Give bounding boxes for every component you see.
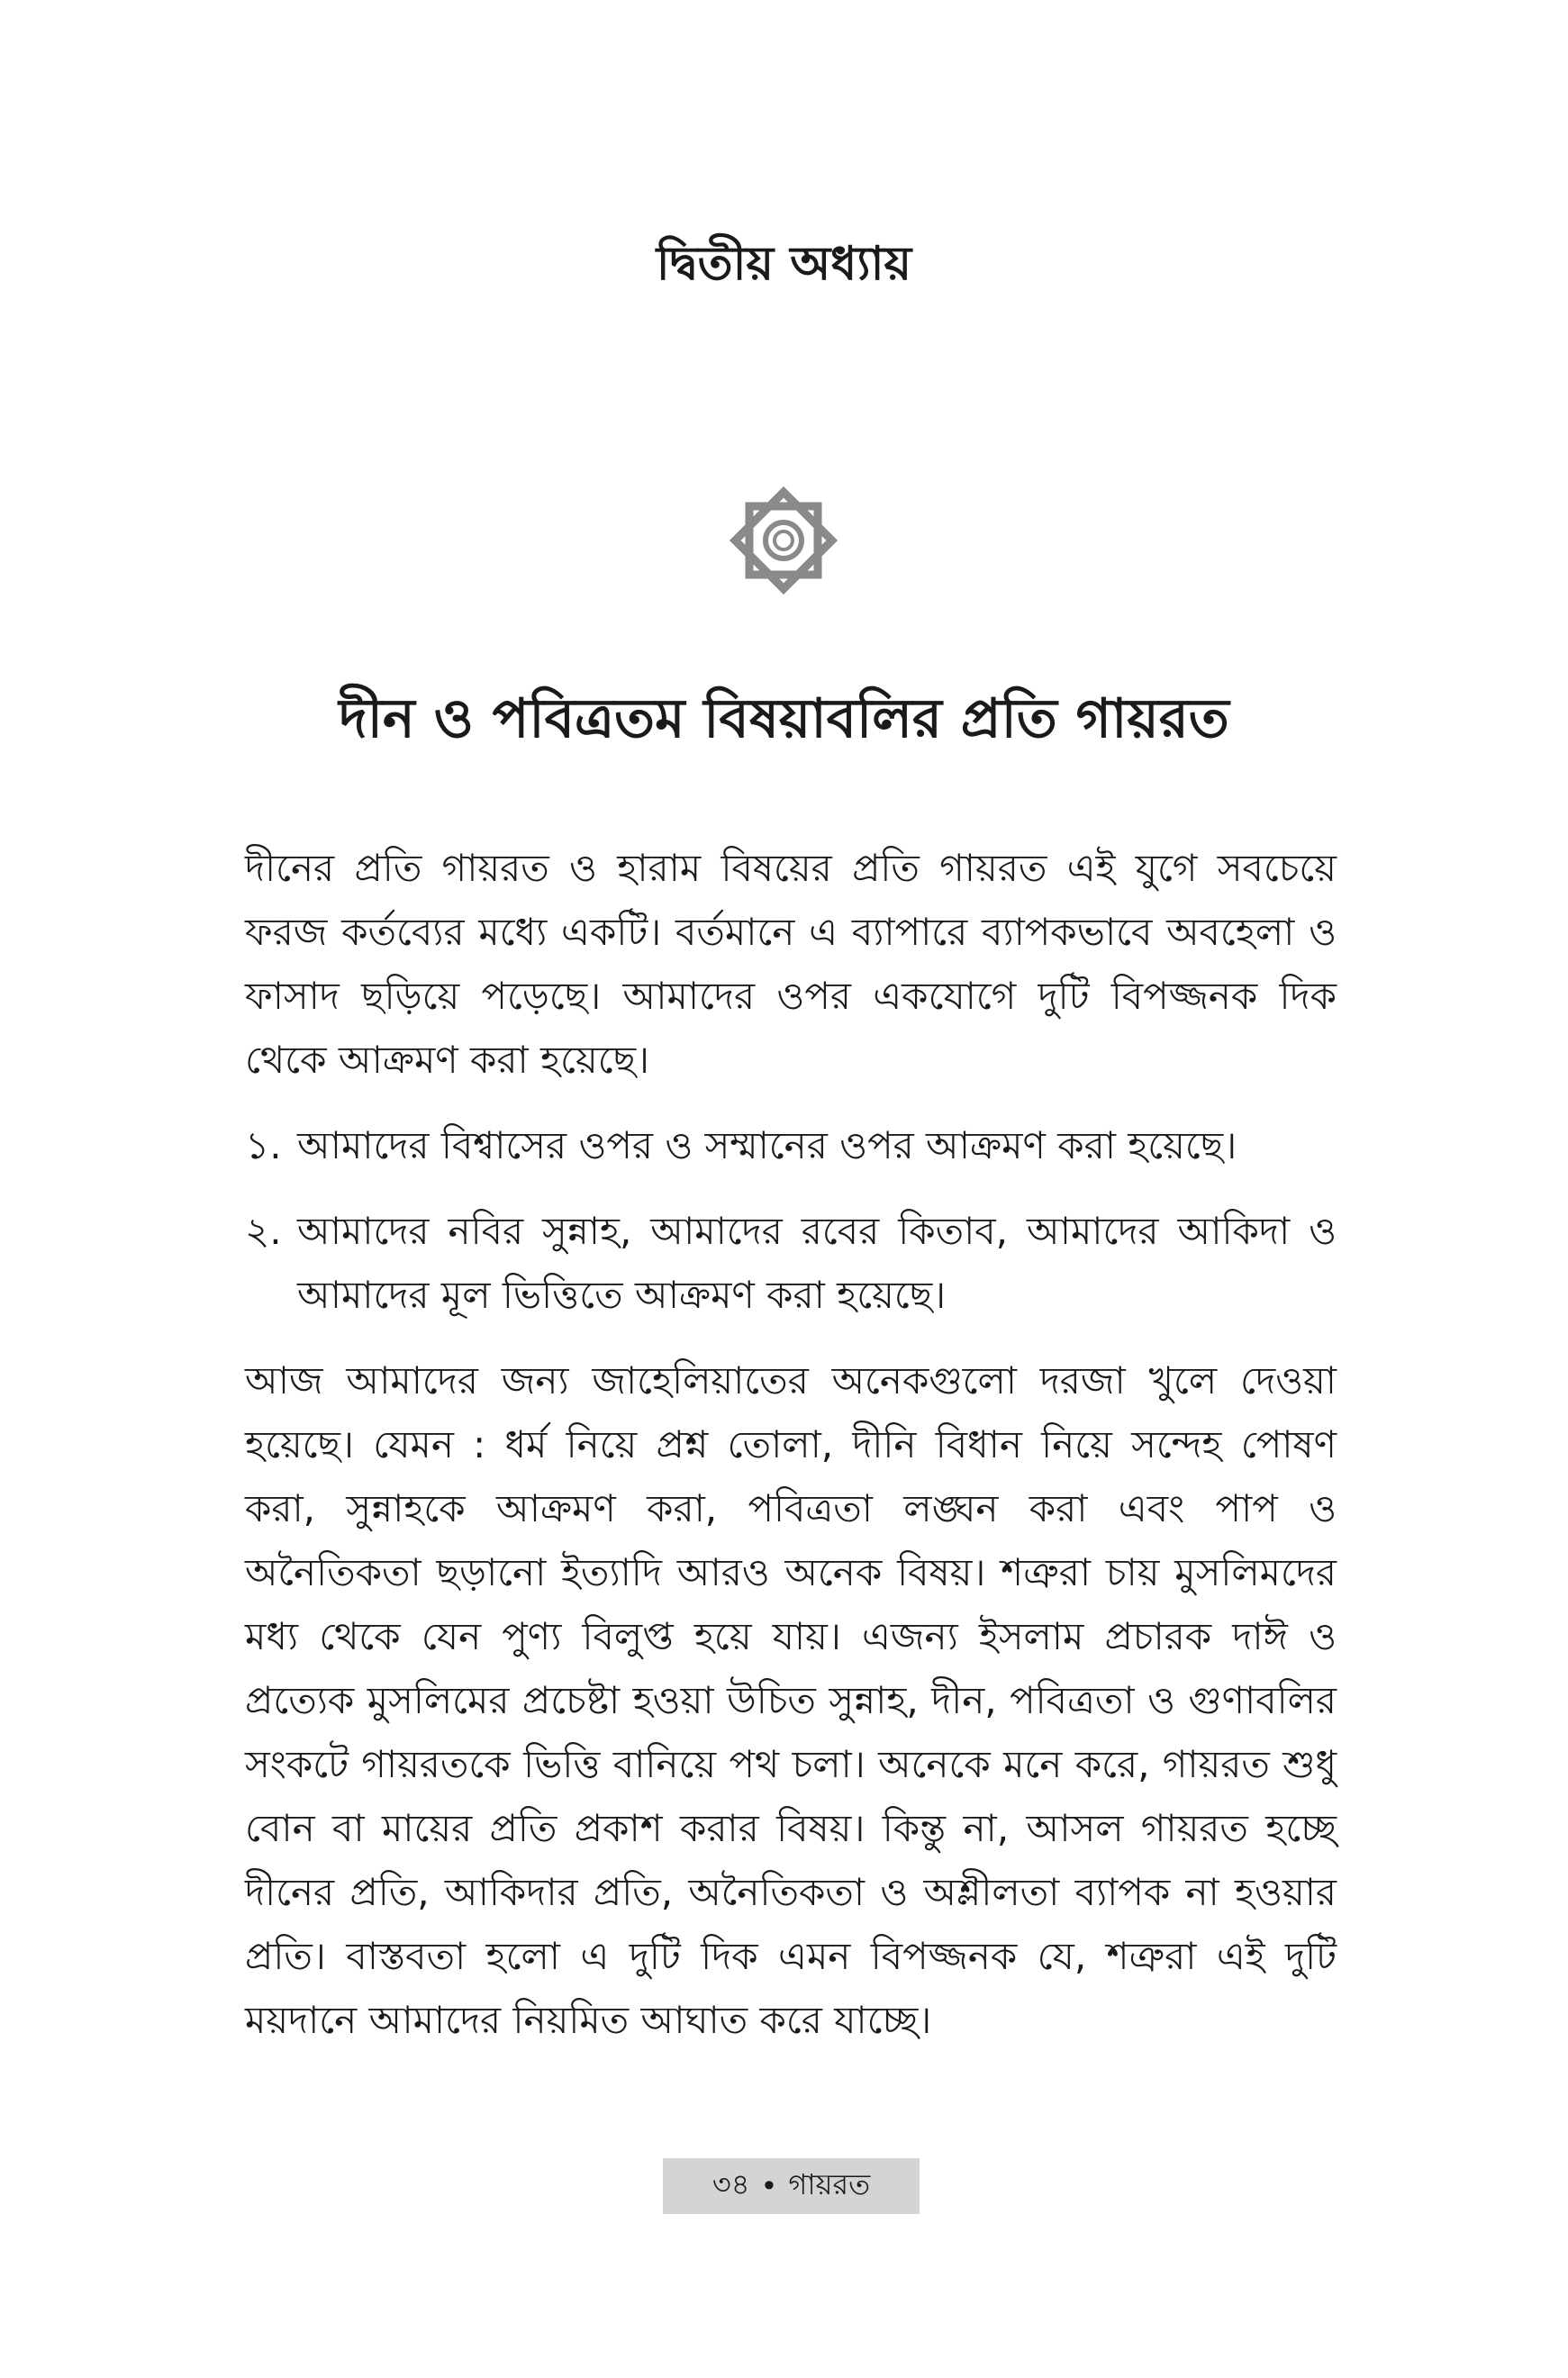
closing-paragraph: আজ আমাদের জন্য জাহেলিয়াতের অনেকগুলো দরজা খুলে দেওয়া হয়েছে। যেমন : ধর্ম নিয়ে প্রশ্ন তোলা, দীনি বিধান নিয়ে সন্দেহ পোষণ করা, সুন্নাহকে আক্রমণ করা, পবিত্রতা লঙ্ঘন করা এবং পাপ ও অনৈতিকতা ছড়ানো ইত্যাদি আরও অনেক বিষয়। শত্রুরা চায় মুসলিমদের মধ্য থেকে যেন পুণ্য বিলুপ্ত হয়ে যায়। এজন্য ইসলাম প্রচারক দাঈ ও প্রত্যেক মুসলিমের প্রচেষ্টা হওয়া উচিত সুন্নাহ, দীন, পবিত্রতা ও গুণাবলির সংকটে গায়রতকে ভিত্তি বানিয়ে পথ চলা। অনেকে মনে করে, গায়রত শুধু বোন বা মায়ের প্রতি প্রকাশ করার বিষয়। কিন্তু না, আসল গায়রত হচ্ছে দীনের প্রতি, আকিদার প্রতি, অনৈতিকতা ও অশ্লীলতা ব্যাপক না হওয়ার প্রতি। বাস্তবতা হলো এ দুটি দিক এমন বিপজ্জনক যে, শত্রুরা এই দুটি ময়দানে আমাদের নিয়মিত আঘাত করে যাচ্ছে। (245, 1358, 1337, 2042)
list-number: ১. (245, 1123, 282, 1167)
page-footer (663, 2158, 920, 2214)
chapter-title: দীন ও পবিত্রতম বিষয়াবলির প্রতি গায়রত (339, 687, 1229, 750)
body-text (245, 836, 1337, 2074)
list-text: আমাদের নবির সুন্নাহ, আমাদের রবের কিতাব, আমাদের আকিদা ও আমাদের মূল ভিত্তিতে আক্রমণ করা হয়েছে। (297, 1209, 1337, 1317)
page-number: ৩৪ (711, 2167, 750, 2201)
list-item (245, 1199, 1337, 1327)
footer-separator: • (760, 2169, 778, 2203)
book-title: গায়রত (788, 2167, 871, 2201)
list-item (245, 1113, 1337, 1177)
chapter-label: দ্বিতীয় অধ্যায় (656, 237, 912, 291)
list-text: আমাদের বিশ্বাসের ওপর ও সম্মানের ওপর আক্রমণ করা হয়েছে। (297, 1123, 1237, 1167)
octagram-ornament-icon (721, 477, 847, 604)
list-number: ২. (245, 1209, 282, 1253)
intro-paragraph: দীনের প্রতি গায়রত ও হারাম বিষয়ের প্রতি গায়রত এই যুগে সবচেয়ে ফরজ কর্তব্যের মধ্যে একটি। বর্তমানে এ ব্যাপারে ব্যাপকভাবে অবহেলা ও ফাসাদ ছড়িয়ে পড়েছে। আমাদের ওপর একযোগে দুটি বিপজ্জনক দিক থেকে আক্রমণ করা হয়েছে। (245, 846, 1337, 1082)
